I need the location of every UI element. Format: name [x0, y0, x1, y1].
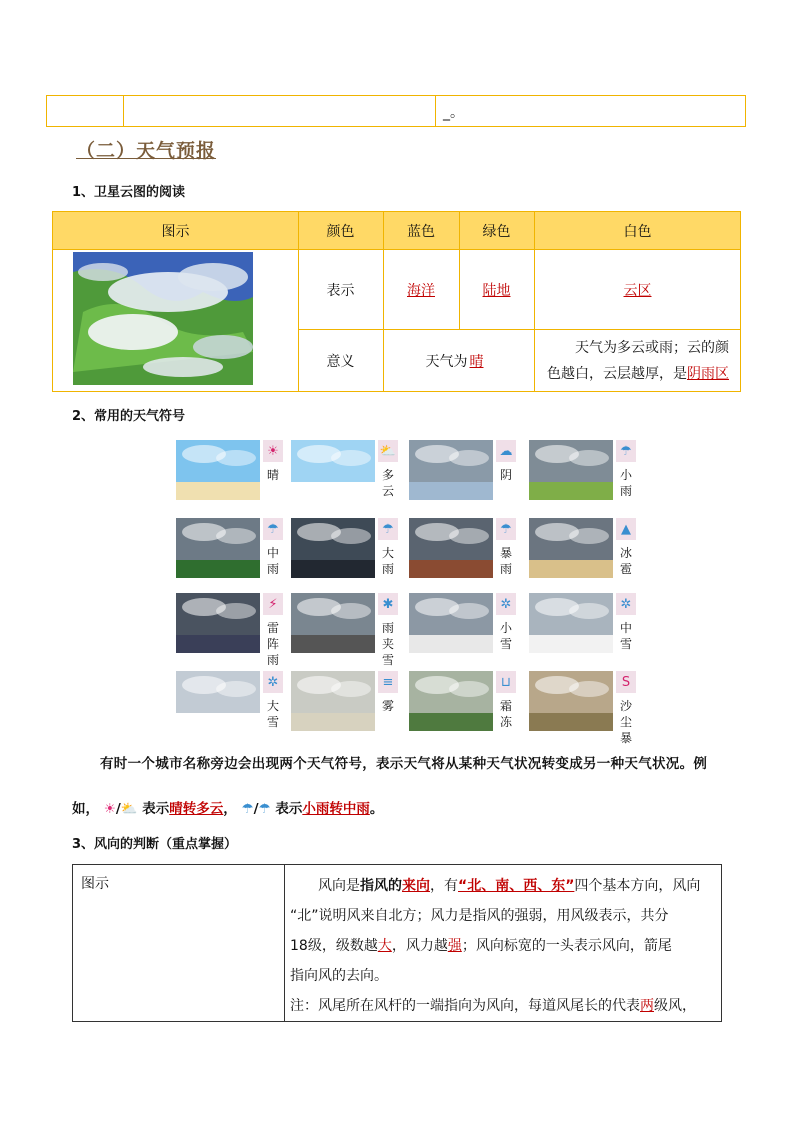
- top-table-fragment: [46, 95, 746, 127]
- paragraph-example: 如， ☀/⛅ 表示晴转多云， ☂/☂ 表示小雨转中雨。: [72, 801, 384, 817]
- weather-scene-image: [291, 440, 375, 500]
- weather-symbol-card: [291, 668, 401, 734]
- answer-from-direction: 来向: [402, 878, 430, 894]
- meaning-white-line2: 色越白，云层越厚，是: [547, 366, 687, 382]
- satellite-cloud-image: [73, 252, 253, 385]
- partly-cloudy-icon: ⛅: [378, 440, 398, 462]
- weather-scene-image: [176, 440, 260, 500]
- weather-symbol-card: [291, 437, 401, 503]
- weather-symbol-label: 阴: [499, 468, 512, 482]
- answer-cloud-area: 云区: [623, 283, 652, 299]
- cloud-map-table: [52, 211, 741, 392]
- wind-table: [72, 864, 722, 1022]
- moderate-rain-icon: ☂: [263, 518, 283, 540]
- header-diagram: 图示: [161, 223, 190, 240]
- top-table-cell-1: [47, 96, 124, 126]
- weather-symbol-label: 中 雨: [266, 546, 279, 576]
- weather-symbol-card: [529, 437, 639, 503]
- weather-symbol-label: 小 雨: [619, 468, 632, 498]
- row-meaning-label: 意义: [326, 354, 355, 370]
- weather-symbol-card: [291, 515, 401, 581]
- header-white: 白色: [623, 223, 652, 240]
- answer-four-directions: “北、南、西、东”: [458, 878, 575, 894]
- weather-scene-image: [409, 593, 493, 653]
- answer-ocean: 海洋: [407, 283, 435, 299]
- weather-scene-image: [291, 518, 375, 578]
- top-table-cell-2: [123, 96, 436, 126]
- sleet-icon: ✱: [378, 593, 398, 615]
- moderate-rain-icon: ☂: [258, 801, 271, 817]
- overcast-icon: ☁: [496, 440, 516, 462]
- weather-scene-image: [529, 593, 613, 653]
- header-green: 绿色: [482, 223, 511, 240]
- weather-symbol-card: [291, 590, 401, 667]
- weather-scene-image: [529, 440, 613, 500]
- answer-sunny-to-cloudy: 晴转多云: [169, 801, 224, 817]
- top-table-cell-3: _。: [443, 105, 464, 121]
- row-represents-label: 表示: [326, 283, 355, 299]
- weather-scene-image: [409, 518, 493, 578]
- weather-symbol-label: 雾: [381, 699, 394, 713]
- weather-scene-image: [291, 671, 375, 731]
- weather-symbol-label: 晴: [266, 468, 279, 482]
- weather-symbol-card: [176, 668, 286, 734]
- weather-symbol-card: [176, 437, 286, 503]
- weather-symbol-label: 冰 雹: [619, 546, 632, 576]
- weather-scene-image: [291, 593, 375, 653]
- weather-symbol-card: [529, 668, 639, 745]
- weather-scene-image: [529, 518, 613, 578]
- weather-symbol-card: [176, 515, 286, 581]
- sun-icon: ☀: [263, 440, 283, 462]
- weather-symbol-label: 暴 雨: [499, 546, 512, 576]
- answer-light-to-moderate-rain: 小雨转中雨: [302, 801, 370, 817]
- sun-icon: ☀: [103, 801, 116, 817]
- weather-symbol-card: [409, 590, 519, 656]
- weather-symbol-label: 大 雨: [381, 546, 394, 576]
- paragraph-double-symbol: 有时一个城市名称旁边会出现两个天气符号，表示天气将从某种天气状况转变成另一种天气状况。例: [100, 756, 708, 772]
- subheading-wind: 3、风向的判断（重点掌握）: [72, 837, 238, 852]
- weather-symbol-grid: [176, 437, 646, 745]
- subheading-symbols: 2、常用的天气符号: [72, 409, 186, 424]
- sandstorm-icon: S: [616, 671, 636, 693]
- answer-sunny: 晴: [469, 354, 484, 370]
- weather-symbol-card: [409, 668, 519, 734]
- heavy-rain-icon: ☂: [378, 518, 398, 540]
- heavy-snow-icon: ✲: [263, 671, 283, 693]
- section-title: （二）天气预报: [76, 140, 217, 162]
- partly-cloudy-icon: ⛅: [120, 801, 138, 817]
- weather-symbol-card: [409, 515, 519, 581]
- subheading-satellite: 1、卫星云图的阅读: [72, 185, 186, 200]
- wind-explanation: 风向是指风的来向，有“北、南、西、东”四个基本方向，风向 “北”说明风来自北方；风力是指风的强弱，用风级表示，共分 18级，级数越大，风力越强；风向标宽的一头表示风向，箭尾 指向风的去向。 注：风尾所在风杆的一端指向为风向，每道风尾长的代表两级风，: [290, 878, 701, 1014]
- fog-icon: ≡: [378, 671, 398, 693]
- header-blue: 蓝色: [407, 223, 435, 240]
- thunderstorm-icon: ⚡: [263, 593, 283, 615]
- light-rain-icon: ☂: [616, 440, 636, 462]
- weather-scene-image: [176, 671, 260, 731]
- hail-icon: ▲: [616, 518, 636, 540]
- answer-land: 陆地: [482, 283, 511, 299]
- weather-scene-image: [409, 671, 493, 731]
- weather-symbol-card: [529, 590, 639, 656]
- weather-scene-image: [176, 518, 260, 578]
- weather-symbol-label: 雷 阵 雨: [266, 621, 279, 667]
- wind-diagram-label: 图示: [81, 876, 109, 892]
- meaning-white-line1: 天气为多云或雨；云的颜: [575, 340, 729, 356]
- weather-symbol-label: 霜 冻: [499, 699, 512, 729]
- moderate-snow-icon: ✲: [616, 593, 636, 615]
- answer-stronger: 强: [447, 938, 462, 954]
- weather-symbol-label: 沙 尘 暴: [619, 699, 632, 745]
- answer-bigger: 大: [377, 938, 392, 954]
- header-color: 颜色: [326, 223, 355, 240]
- light-snow-icon: ✲: [496, 593, 516, 615]
- weather-symbol-label: 小 雪: [499, 621, 512, 651]
- weather-symbol-card: [176, 590, 286, 667]
- weather-scene-image: [176, 593, 260, 653]
- weather-symbol-card: [529, 515, 639, 581]
- frost-icon: ⊔: [496, 671, 516, 693]
- weather-symbol-card: [409, 437, 519, 503]
- meaning-prefix: 天气为: [425, 354, 468, 370]
- weather-symbol-label: 中 雪: [619, 621, 632, 651]
- weather-symbol-label: 多 云: [381, 468, 394, 498]
- weather-symbol-label: 雨 夹 雪: [381, 621, 394, 667]
- answer-two: 两: [640, 998, 654, 1014]
- weather-scene-image: [409, 440, 493, 500]
- light-rain-icon: ☂: [241, 801, 254, 817]
- rainstorm-icon: ☂: [496, 518, 516, 540]
- weather-symbol-label: 大 雪: [266, 699, 279, 729]
- weather-scene-image: [529, 671, 613, 731]
- answer-rain-area: 阴雨区: [687, 366, 729, 382]
